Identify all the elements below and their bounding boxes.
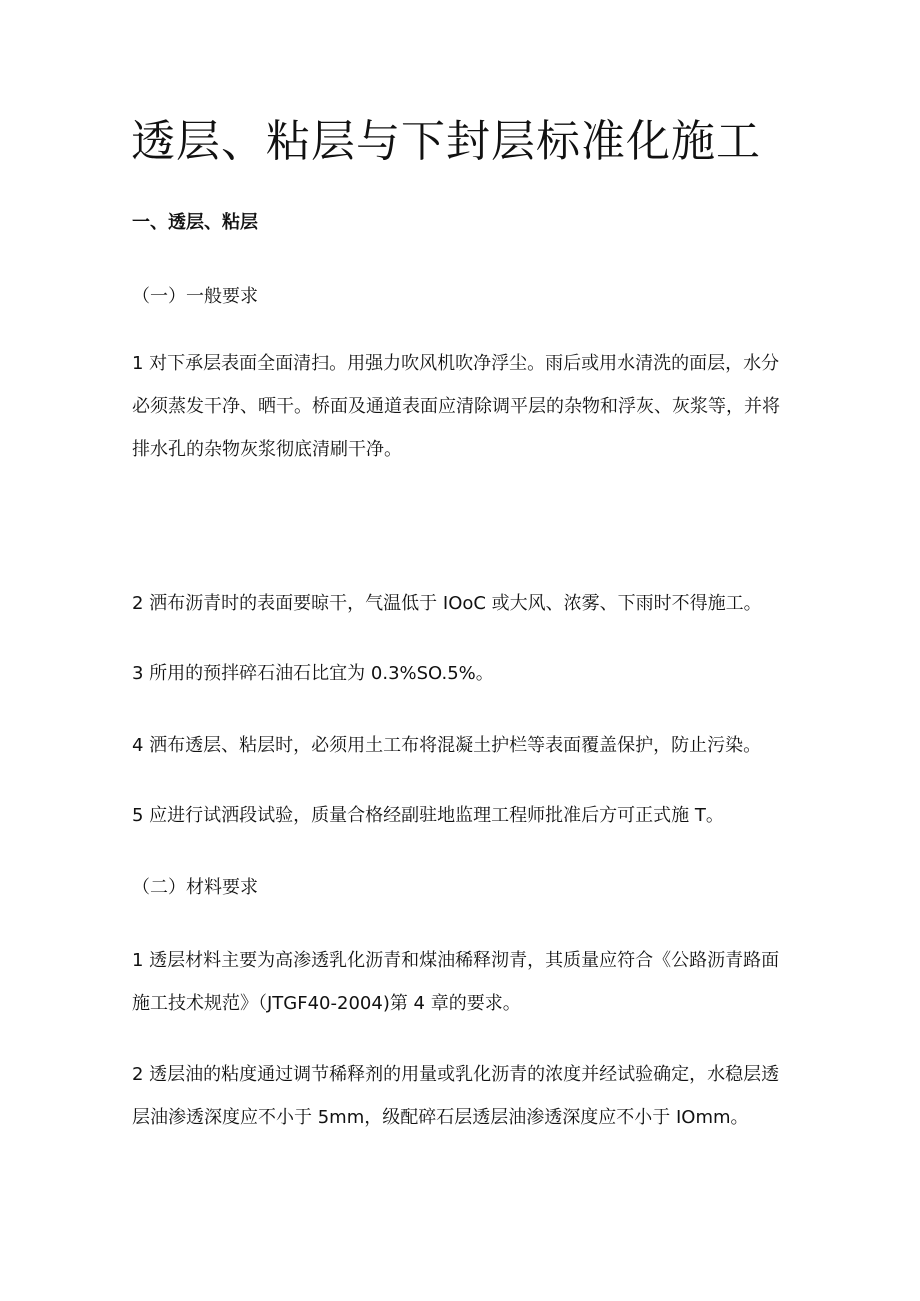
paragraph-line: 施工技术规范》（JTGF40-2004)第 4 章的要求。: [132, 993, 521, 1014]
paragraph-line: 4 洒布透层、粘层时，必须用土工布将混凝土护栏等表面覆盖保护，防止污染。: [132, 735, 762, 756]
paragraph-line: 排水孔的杂物灰浆彻底清刷干净。: [132, 439, 402, 460]
section-heading-1: 一、透层、粘层: [132, 212, 258, 233]
paragraph-line: 5 应进行试洒段试验，质量合格经副驻地监理工程师批准后方可正式施 T。: [132, 805, 724, 826]
paragraph-material-item-1: [132, 939, 792, 1025]
paragraph-line: 1 透层材料主要为高渗透乳化沥青和煤油稀释沏青，其质量应符合《公路沥青路面: [132, 950, 780, 971]
document-title: 透层、粘层与下封层标准化施工: [131, 116, 761, 167]
subsection-heading-general-requirements: （一）一般要求: [132, 286, 258, 307]
paragraph-line: 2 透层油的粘度通过调节稀释剂的用量或乳化沥青的浓度并经试验确定，水稳层透: [132, 1064, 780, 1085]
paragraph-line: 3 所用的预拌碎石油石比宜为 0.3%SO.5%。: [132, 663, 494, 684]
paragraph-item-4: [132, 724, 792, 767]
paragraph-line: 必须蒸发干净、晒干。桥面及通道表面应清除调平层的杂物和浮灰、灰浆等，并将: [132, 396, 780, 417]
paragraph-item-1: [132, 342, 792, 471]
paragraph-material-item-2: [132, 1053, 792, 1139]
paragraph-line: 2 洒布沥青时的表面要晾干，气温低于 IOoC 或大风、浓雾、下雨时不得施工。: [132, 593, 762, 614]
paragraph-line: 1 对下承层表面全面清扫。用强力吹风机吹净浮尘。雨后或用水清洗的面层，水分: [132, 353, 780, 374]
paragraph-item-2: [132, 582, 792, 625]
paragraph-item-3: [132, 652, 792, 695]
paragraph-line: 层油渗透深度应不小于 5mm，级配碎石层透层油渗透深度应不小于 IOmm。: [132, 1107, 749, 1128]
subsection-heading-material-requirements: （二）材料要求: [132, 877, 258, 898]
paragraph-item-5: [132, 794, 792, 837]
